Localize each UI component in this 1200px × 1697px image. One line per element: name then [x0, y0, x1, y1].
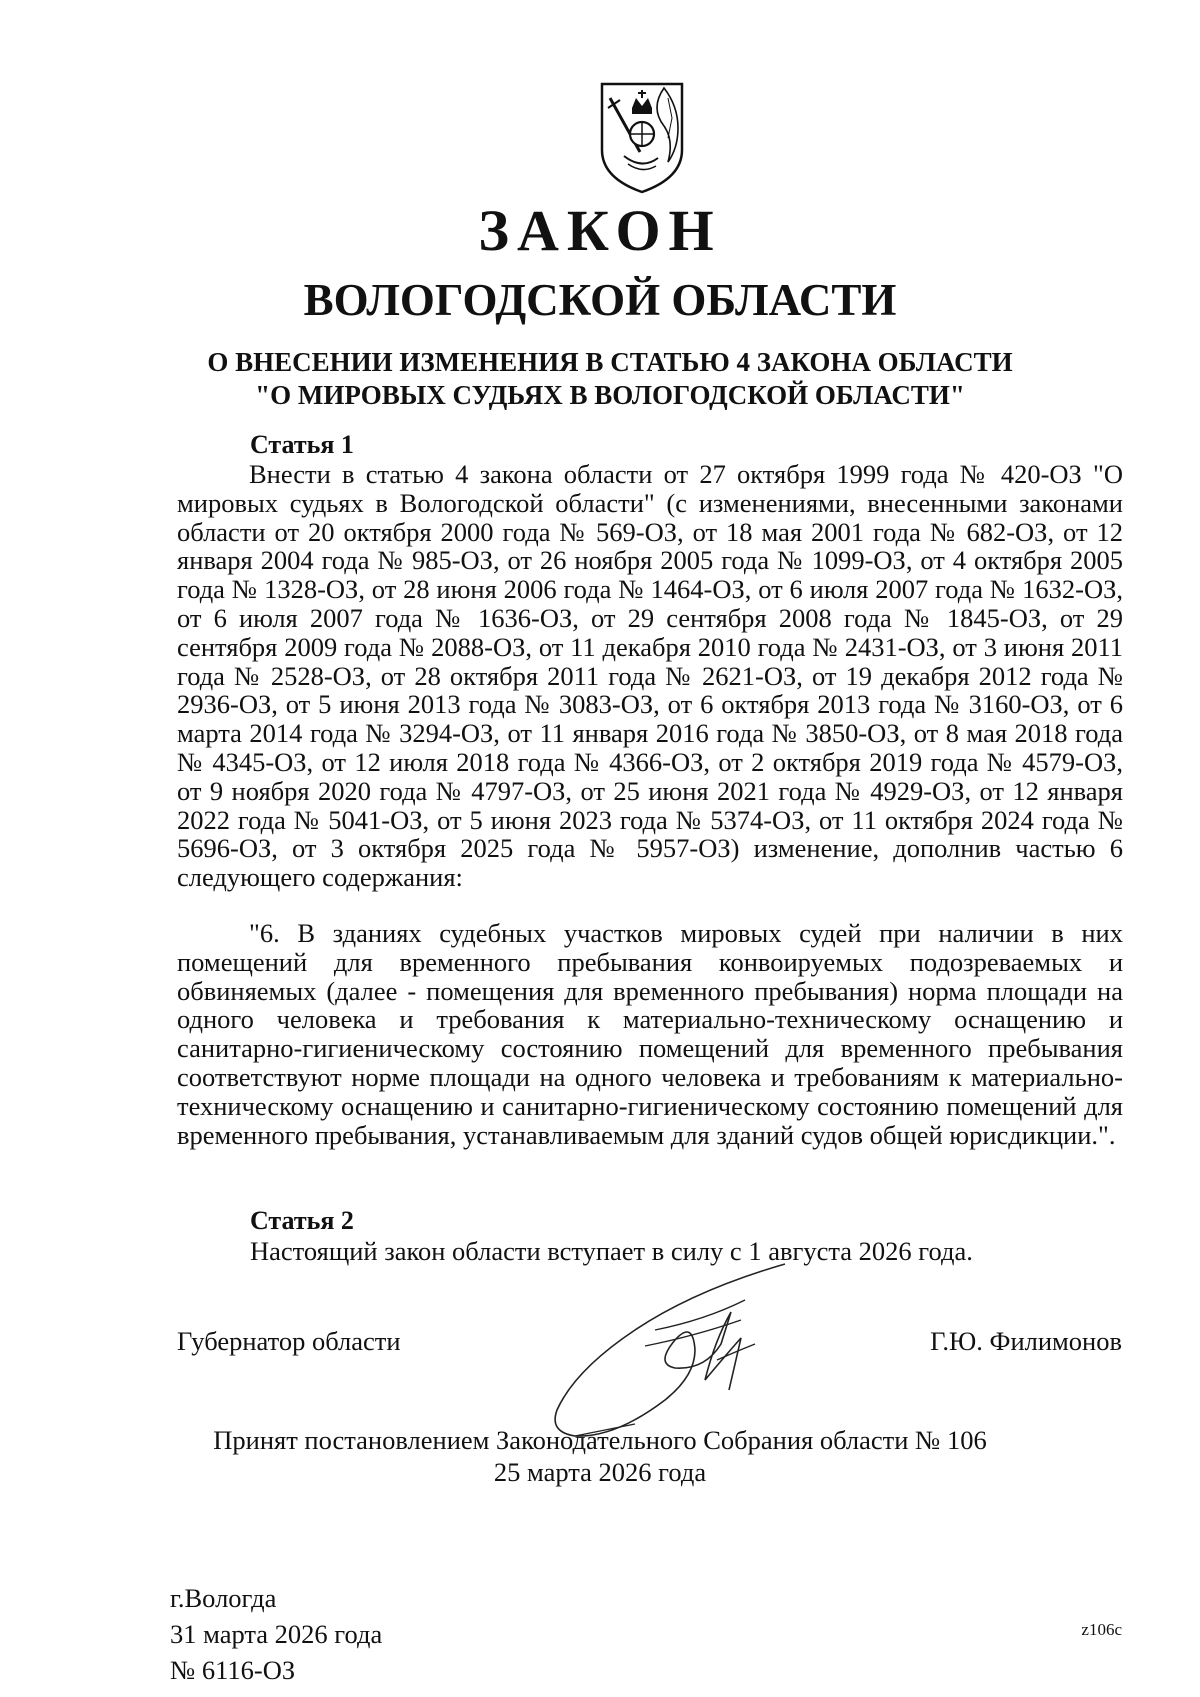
region-title: ВОЛОГОДСКОЙ ОБЛАСТИ [303, 275, 897, 325]
subtitle-line-1: О ВНЕСЕНИИ ИЗМЕНЕНИЯ В СТАТЬЮ 4 ЗАКОНА ОБЛАСТИ [207, 347, 1013, 377]
document-type-title: ЗАКОН [478, 198, 722, 263]
signing-details [170, 1580, 382, 1688]
article-1-paragraph-2: "6. В зданиях судебных участков мировых судей при наличии в них помещений для временного пребывания конвоируемых подозреваемых и обвиняемых (далее - помещения для временного пребывания) норма площади на одного человека и требования к материально-техническому оснащению и санитарно-гигиеническому состоянию помещений для временного пребывания соответствуют норме площади на одного человека и требованиям к материально-техническому оснащению и санитарно-гигиеническому состоянию помещений для временного пребывания, устанавливаемым для зданий судов общей юрисдикции.". [177, 918, 1123, 1150]
article-2-heading: Статья 2 [250, 1206, 354, 1235]
adoption-date: 25 марта 2026 года [493, 1457, 707, 1487]
adoption-line-1: Принят постановлением Законодательного Собрания области № 106 [213, 1425, 987, 1455]
document-code: z106c [1081, 1620, 1122, 1639]
article-2-text: Настоящий закон области вступает в силу с 1 августа 2026 года. [250, 1236, 973, 1266]
adoption-note [0, 1424, 1200, 1488]
signing-city: г.Вологда [170, 1583, 277, 1613]
signing-date: 31 марта 2026 года [170, 1619, 383, 1649]
signature-icon [545, 1260, 805, 1440]
subtitle-line-2: "О МИРОВЫХ СУДЬЯХ В ВОЛОГОДСКОЙ ОБЛАСТИ" [255, 380, 965, 410]
coat-of-arms-icon [598, 78, 686, 196]
governor-name: Г.Ю. Филимонов [930, 1326, 1122, 1356]
law-subtitle [160, 346, 1060, 412]
article-1-paragraph-1: Внести в статью 4 закона области от 27 октября 1999 года № 420-ОЗ "О мировых судьях в Вологодской области" (с изменениями, внесенными законами области от 20 октября 2000 года № 569-ОЗ, от 18 мая 2001 года № 682-ОЗ, от 12 января 2004 года № 985-ОЗ, от 26 ноября 2005 года № 1099-ОЗ, от 4 октября 2005 года № 1328-ОЗ, от 28 июня 2006 года № 1464-ОЗ, от 6 июля 2007 года № 1632-ОЗ, от 6 июля 2007 года № 1636-ОЗ, от 29 сентября 2008 года № 1845-ОЗ, от 29 сентября 2009 года № 2088-ОЗ, от 11 декабря 2010 года № 2431-ОЗ, от 3 июня 2011 года № 2528-ОЗ, от 28 октября 2011 года № 2621-ОЗ, от 19 декабря 2012 года № 2936-ОЗ, от 5 июня 2013 года № 3083-ОЗ, от 6 октября 2013 года № 3160-ОЗ, от 6 марта 2014 года № 3294-ОЗ, от 11 января 2016 года № 3850-ОЗ, от 8 мая 2018 года № 4345-ОЗ, от 12 июля 2018 года № 4366-ОЗ, от 2 октября 2019 года № 4579-ОЗ, от 9 ноября 2020 года № 4797-ОЗ, от 25 июня 2021 года № 4929-ОЗ, от 12 января 2022 года № 5041-ОЗ, от 5 июня 2023 года № 5374-ОЗ, от 11 октября 2024 года № 5696-ОЗ, от 3 октября 2025 года № 5957-ОЗ) изменение, дополнив частью 6 следующего содержания: [177, 459, 1123, 893]
article-1-heading: Статья 1 [250, 430, 354, 459]
governor-title: Губернатор области [177, 1326, 401, 1356]
law-number: № 6116-ОЗ [170, 1655, 296, 1685]
